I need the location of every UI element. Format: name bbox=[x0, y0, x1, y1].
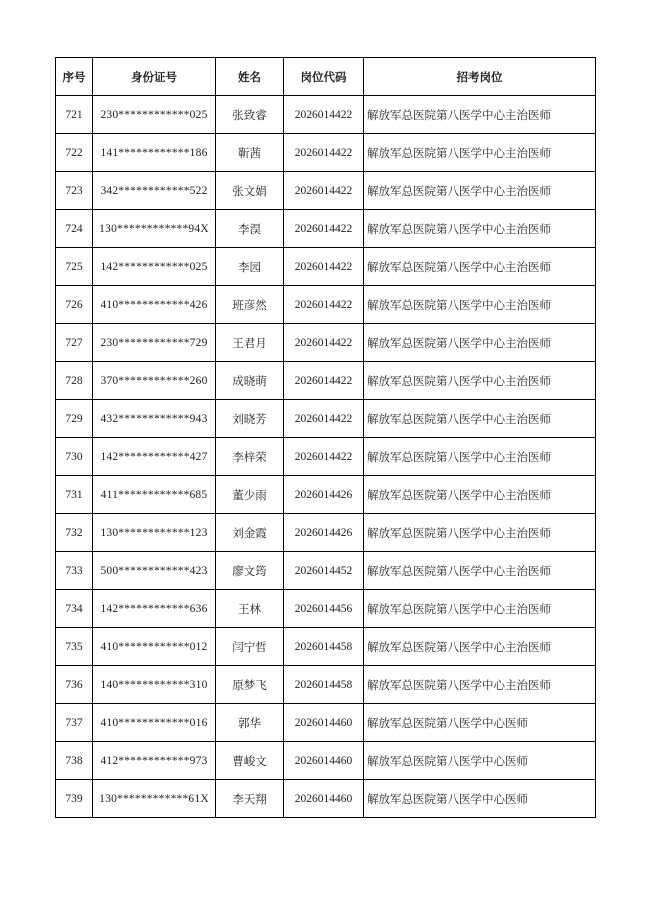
cell-index: 724 bbox=[56, 210, 93, 248]
cell-name: 郭华 bbox=[216, 704, 284, 742]
cell-post-code: 2026014422 bbox=[284, 210, 364, 248]
col-header-name: 姓名 bbox=[216, 58, 284, 96]
cell-index: 729 bbox=[56, 400, 93, 438]
cell-post-title: 解放军总医院第八医学中心医师 bbox=[364, 704, 596, 742]
cell-name: 廖文筠 bbox=[216, 552, 284, 590]
table-row bbox=[56, 780, 596, 818]
col-header-index: 序号 bbox=[56, 58, 93, 96]
cell-post-code: 2026014456 bbox=[284, 590, 364, 628]
cell-id-number: 370************260 bbox=[93, 362, 216, 400]
cell-name: 张文娟 bbox=[216, 172, 284, 210]
cell-name: 曹峻文 bbox=[216, 742, 284, 780]
cell-id-number: 500************423 bbox=[93, 552, 216, 590]
table-row bbox=[56, 438, 596, 476]
cell-post-title: 解放军总医院第八医学中心医师 bbox=[364, 742, 596, 780]
table-row bbox=[56, 96, 596, 134]
cell-id-number: 411************685 bbox=[93, 476, 216, 514]
cell-name: 成晓萌 bbox=[216, 362, 284, 400]
table-row bbox=[56, 210, 596, 248]
cell-post-code: 2026014452 bbox=[284, 552, 364, 590]
table-header-row bbox=[56, 58, 596, 96]
cell-index: 721 bbox=[56, 96, 93, 134]
cell-name: 闫宁哲 bbox=[216, 628, 284, 666]
cell-name: 李天翔 bbox=[216, 780, 284, 818]
cell-name: 董少雨 bbox=[216, 476, 284, 514]
cell-post-title: 解放军总医院第八医学中心主治医师 bbox=[364, 438, 596, 476]
table-row bbox=[56, 248, 596, 286]
cell-id-number: 142************025 bbox=[93, 248, 216, 286]
cell-index: 731 bbox=[56, 476, 93, 514]
cell-index: 739 bbox=[56, 780, 93, 818]
cell-name: 李梓荣 bbox=[216, 438, 284, 476]
cell-index: 728 bbox=[56, 362, 93, 400]
cell-id-number: 410************016 bbox=[93, 704, 216, 742]
col-header-post-code: 岗位代码 bbox=[284, 58, 364, 96]
table-row bbox=[56, 628, 596, 666]
cell-post-code: 2026014458 bbox=[284, 628, 364, 666]
cell-index: 738 bbox=[56, 742, 93, 780]
cell-post-title: 解放军总医院第八医学中心主治医师 bbox=[364, 628, 596, 666]
table-row bbox=[56, 704, 596, 742]
cell-index: 726 bbox=[56, 286, 93, 324]
cell-index: 737 bbox=[56, 704, 93, 742]
cell-post-code: 2026014422 bbox=[284, 134, 364, 172]
cell-name: 原梦飞 bbox=[216, 666, 284, 704]
cell-id-number: 342************522 bbox=[93, 172, 216, 210]
cell-index: 732 bbox=[56, 514, 93, 552]
cell-post-title: 解放军总医院第八医学中心主治医师 bbox=[364, 476, 596, 514]
cell-post-title: 解放军总医院第八医学中心医师 bbox=[364, 780, 596, 818]
table-row bbox=[56, 362, 596, 400]
table-row bbox=[56, 476, 596, 514]
cell-id-number: 130************94X bbox=[93, 210, 216, 248]
cell-id-number: 410************426 bbox=[93, 286, 216, 324]
cell-post-code: 2026014422 bbox=[284, 96, 364, 134]
cell-post-title: 解放军总医院第八医学中心主治医师 bbox=[364, 286, 596, 324]
cell-post-title: 解放军总医院第八医学中心主治医师 bbox=[364, 172, 596, 210]
cell-index: 725 bbox=[56, 248, 93, 286]
cell-name: 李淏 bbox=[216, 210, 284, 248]
cell-index: 733 bbox=[56, 552, 93, 590]
cell-post-title: 解放军总医院第八医学中心主治医师 bbox=[364, 552, 596, 590]
cell-post-code: 2026014422 bbox=[284, 400, 364, 438]
cell-index: 727 bbox=[56, 324, 93, 362]
table-row bbox=[56, 400, 596, 438]
cell-name: 靳茜 bbox=[216, 134, 284, 172]
cell-post-code: 2026014422 bbox=[284, 286, 364, 324]
cell-post-code: 2026014460 bbox=[284, 704, 364, 742]
cell-id-number: 130************123 bbox=[93, 514, 216, 552]
cell-id-number: 141************186 bbox=[93, 134, 216, 172]
cell-post-code: 2026014422 bbox=[284, 248, 364, 286]
cell-post-title: 解放军总医院第八医学中心主治医师 bbox=[364, 590, 596, 628]
table-row bbox=[56, 324, 596, 362]
cell-post-title: 解放军总医院第八医学中心主治医师 bbox=[364, 400, 596, 438]
table-row bbox=[56, 666, 596, 704]
cell-post-code: 2026014460 bbox=[284, 780, 364, 818]
table-row bbox=[56, 514, 596, 552]
table-row bbox=[56, 286, 596, 324]
cell-post-code: 2026014458 bbox=[284, 666, 364, 704]
table-body bbox=[56, 96, 596, 818]
cell-name: 班彦然 bbox=[216, 286, 284, 324]
cell-id-number: 410************012 bbox=[93, 628, 216, 666]
cell-id-number: 142************636 bbox=[93, 590, 216, 628]
cell-post-code: 2026014426 bbox=[284, 476, 364, 514]
cell-id-number: 412************973 bbox=[93, 742, 216, 780]
col-header-id-number: 身份证号 bbox=[93, 58, 216, 96]
cell-post-title: 解放军总医院第八医学中心主治医师 bbox=[364, 362, 596, 400]
table-row bbox=[56, 172, 596, 210]
table-row bbox=[56, 552, 596, 590]
cell-name: 张致睿 bbox=[216, 96, 284, 134]
cell-post-title: 解放军总医院第八医学中心主治医师 bbox=[364, 514, 596, 552]
cell-index: 723 bbox=[56, 172, 93, 210]
col-header-post-title: 招考岗位 bbox=[364, 58, 596, 96]
cell-index: 736 bbox=[56, 666, 93, 704]
cell-post-title: 解放军总医院第八医学中心主治医师 bbox=[364, 210, 596, 248]
cell-id-number: 230************729 bbox=[93, 324, 216, 362]
cell-post-code: 2026014426 bbox=[284, 514, 364, 552]
table-row bbox=[56, 742, 596, 780]
cell-post-title: 解放军总医院第八医学中心主治医师 bbox=[364, 134, 596, 172]
cell-id-number: 130************61X bbox=[93, 780, 216, 818]
cell-id-number: 230************025 bbox=[93, 96, 216, 134]
cell-name: 李园 bbox=[216, 248, 284, 286]
cell-id-number: 432************943 bbox=[93, 400, 216, 438]
cell-post-title: 解放军总医院第八医学中心主治医师 bbox=[364, 96, 596, 134]
cell-post-code: 2026014422 bbox=[284, 324, 364, 362]
table-row bbox=[56, 590, 596, 628]
cell-post-code: 2026014422 bbox=[284, 362, 364, 400]
recruitment-roster-table bbox=[55, 57, 596, 818]
cell-post-title: 解放军总医院第八医学中心主治医师 bbox=[364, 666, 596, 704]
cell-index: 722 bbox=[56, 134, 93, 172]
cell-name: 王君月 bbox=[216, 324, 284, 362]
cell-index: 734 bbox=[56, 590, 93, 628]
cell-name: 刘晓芳 bbox=[216, 400, 284, 438]
cell-post-code: 2026014460 bbox=[284, 742, 364, 780]
cell-post-title: 解放军总医院第八医学中心主治医师 bbox=[364, 248, 596, 286]
cell-name: 王林 bbox=[216, 590, 284, 628]
cell-index: 735 bbox=[56, 628, 93, 666]
cell-post-code: 2026014422 bbox=[284, 438, 364, 476]
cell-post-title: 解放军总医院第八医学中心主治医师 bbox=[364, 324, 596, 362]
cell-name: 刘金霞 bbox=[216, 514, 284, 552]
cell-post-code: 2026014422 bbox=[284, 172, 364, 210]
table-row bbox=[56, 134, 596, 172]
cell-index: 730 bbox=[56, 438, 93, 476]
cell-id-number: 140************310 bbox=[93, 666, 216, 704]
cell-id-number: 142************427 bbox=[93, 438, 216, 476]
